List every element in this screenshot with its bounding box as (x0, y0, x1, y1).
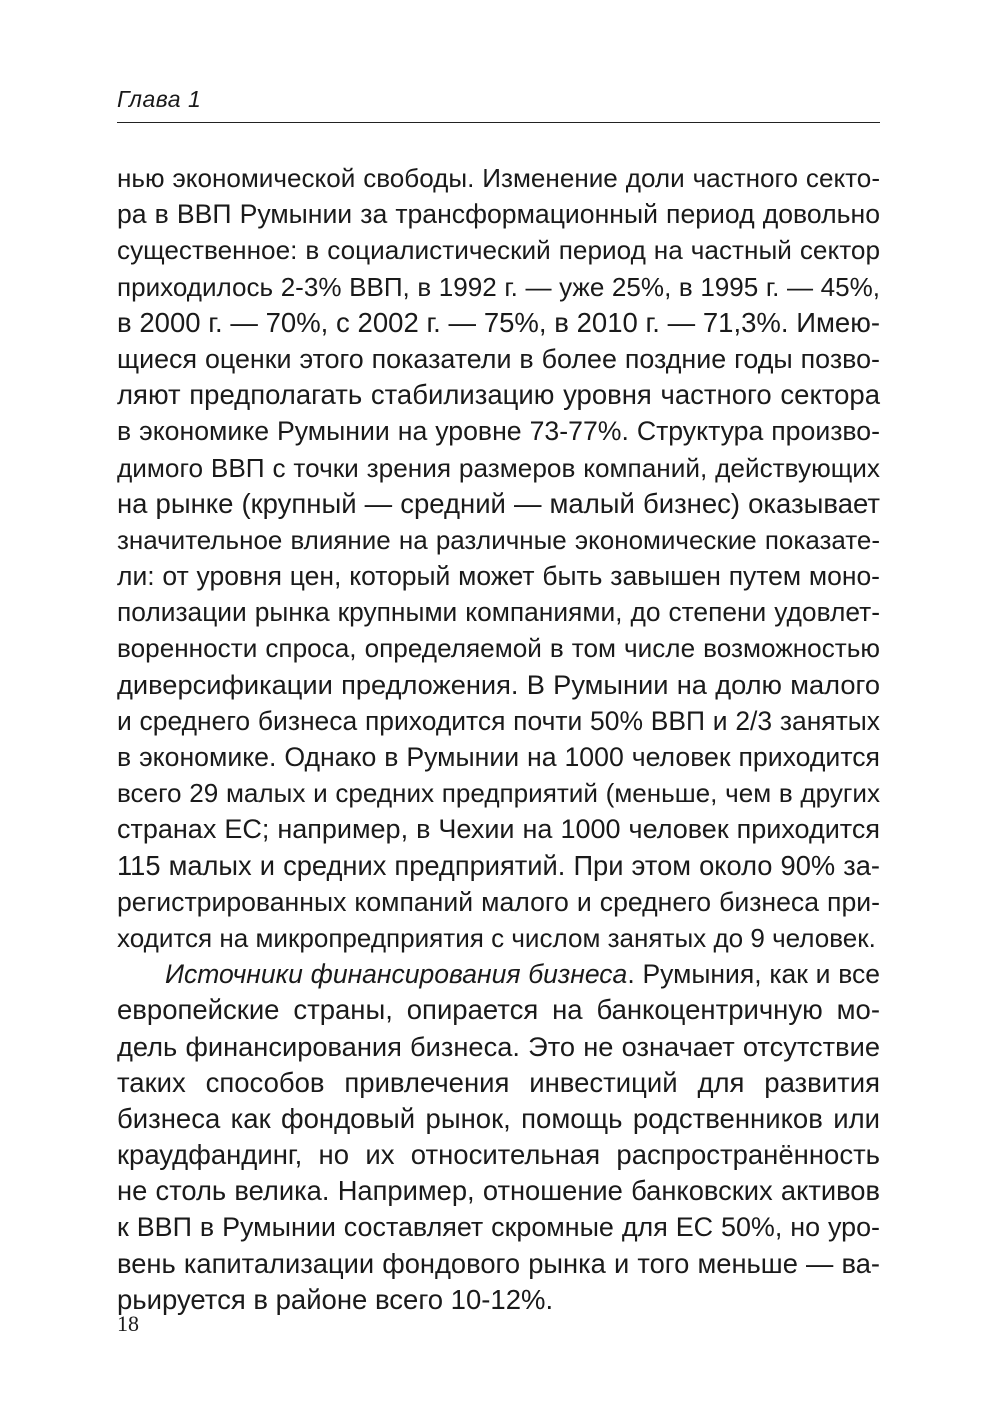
text-line: странах ЕС; например, в Чехии на 1000 человек приходится (117, 814, 880, 845)
text-line: европейские страны, опирается на банкоцентричную мо- (117, 994, 880, 1026)
text-line: ра в ВВП Румынии за трансформационный период довольно (117, 199, 880, 230)
text-line: рьируется в районе всего 10-12%. (117, 1283, 554, 1315)
text-fragment: . Румыния, как и все (627, 959, 880, 990)
text-line: в 2000 г. — 70%, с 2002 г. — 75%, в 2010 г. — 71,3%. Имею- (117, 306, 880, 338)
text-line: на рынке (крупный — средний — малый бизнес) оказывает (117, 487, 880, 519)
text-line: дель финансирования бизнеса. Это не означает отсутствие (117, 1030, 880, 1062)
text-line: димого ВВП с точки зрения размеров компаний, действующих (117, 452, 880, 483)
text-line: значительное влияние на различные экономические показате- (117, 524, 880, 555)
text-line: к ВВП в Румынии составляет скромные для ЕС 50%, но уро- (117, 1212, 880, 1243)
text-line: регистрированных компаний малого и среднего бизнеса при- (117, 886, 880, 917)
page-number: 18 (117, 1311, 139, 1336)
text-line: бизнеса как фондовый рынок, помощь родственников или (117, 1102, 880, 1134)
text-line: всего 29 малых и средних предприятий (меньше, чем в других (117, 778, 880, 809)
text-line: ходится на микропредприятия с числом занятых до 9 человек. (117, 922, 876, 953)
text-line: приходилось 2-3% ВВП, в 1992 г. — уже 25%, в 1995 г. — 45%, (117, 271, 880, 302)
body-text (117, 160, 880, 1318)
text-line: щиеся оценки этого показатели в более поздние годы позво- (117, 343, 880, 374)
running-head-chapter: Глава 1 (117, 86, 202, 112)
header-divider (117, 122, 880, 123)
text-line: полизации рынка крупными компаниями, до степени удовлет- (117, 597, 880, 628)
text-line: существенное: в социалистический период на частный сектор (117, 235, 880, 266)
text-line: диверсификации предложения. В Румынии на долю малого (117, 668, 880, 700)
text-line: краудфандинг, но их относительная распространённость (117, 1139, 880, 1171)
text-line: 115 малых и средних предприятий. При этом около 90% за- (117, 849, 880, 881)
text-line: воренности спроса, определяемой в том числе возможностью (117, 633, 880, 664)
paragraph-private-sector (117, 160, 880, 956)
text-line: в экономике. Однако в Румынии на 1000 человек приходится (117, 742, 880, 772)
text-line: нью экономической свободы. Изменение доли частного секто- (117, 163, 880, 193)
text-line (117, 956, 880, 992)
text-line: ляют предполагать стабилизацию уровня частного сектора (117, 379, 880, 411)
text-line: в экономике Румынии на уровне 73-77%. Структура произво- (117, 416, 880, 447)
section-heading-italic: Источники финансирования бизнеса (165, 959, 628, 990)
paragraph-financing-sources (117, 956, 880, 1318)
text-line: и среднего бизнеса приходится почти 50% ВВП и 2/3 занятых (117, 705, 880, 736)
text-line: ли: от уровня цен, который может быть завышен путем моно- (117, 561, 880, 592)
text-line: вень капитализации фондового рынка и того меньше — ва- (117, 1247, 880, 1279)
text-line: не столь велика. Например, отношение банковских активов (117, 1175, 880, 1207)
text-line: таких способов привлечения инвестиций для развития (117, 1066, 880, 1098)
